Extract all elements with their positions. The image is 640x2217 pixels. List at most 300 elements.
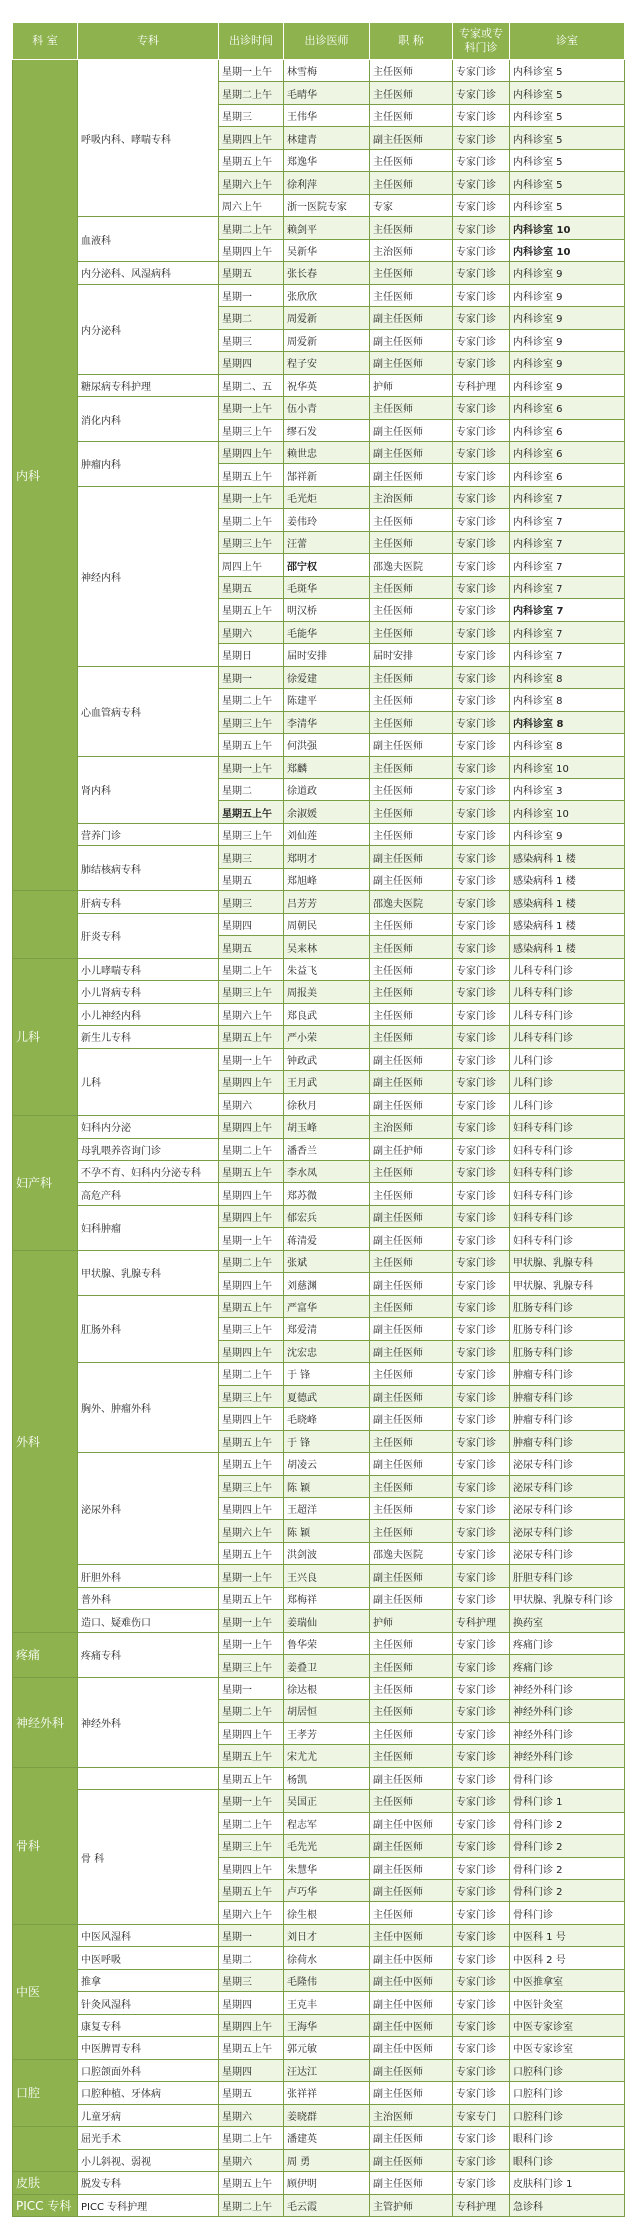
table-row: [13, 1587, 625, 1609]
title-cell: 主任医师: [370, 1183, 453, 1205]
title-cell: 主任中医师: [370, 1924, 453, 1946]
room-cell: 内科诊室 5: [510, 82, 625, 104]
table-row: [13, 756, 625, 778]
specialty-cell: 糖尿病专科护理: [78, 374, 219, 396]
table-row: [13, 1026, 625, 1048]
title-cell: 主任医师: [370, 936, 453, 958]
clinic-type-cell: 专家门诊: [453, 1138, 510, 1160]
time-cell: 星期二上午: [219, 689, 284, 711]
doctor-cell: 周爱新: [284, 307, 370, 329]
room-cell: 口腔科门诊: [510, 2059, 625, 2081]
room-cell: 内科诊室 7: [510, 531, 625, 553]
time-cell: 星期二上午: [219, 1700, 284, 1722]
table-row: [13, 2172, 625, 2194]
clinic-type-cell: 专家门诊: [453, 1722, 510, 1744]
doctor-cell: 钟政武: [284, 1048, 370, 1070]
room-cell: 泌尿专科门诊: [510, 1520, 625, 1542]
title-cell: 副主任医师: [370, 1565, 453, 1587]
title-cell: 邵逸夫医院: [370, 1542, 453, 1564]
clinic-type-cell: 专家门诊: [453, 1969, 510, 1991]
table-row: [13, 1947, 625, 1969]
clinic-type-cell: 专家门诊: [453, 913, 510, 935]
table-row: [13, 846, 625, 868]
clinic-type-cell: 专家门诊: [453, 981, 510, 1003]
specialty-cell: 血液科: [78, 217, 219, 262]
time-cell: 星期五上午: [219, 1295, 284, 1317]
table-row: [13, 1992, 625, 2014]
doctor-cell: 严小荣: [284, 1026, 370, 1048]
clinic-type-cell: 专家门诊: [453, 352, 510, 374]
room-cell: 骨科门诊 2: [510, 1857, 625, 1879]
doctor-cell: 姜瑞仙: [284, 1610, 370, 1632]
doctor-cell: 朱慧华: [284, 1857, 370, 1879]
room-cell: 内科诊室 9: [510, 262, 625, 284]
room-cell: 内科诊室 9: [510, 284, 625, 306]
time-cell: 星期四上午: [219, 1273, 284, 1295]
outpatient-schedule-table: [12, 22, 625, 2217]
title-cell: 副主任医师: [370, 127, 453, 149]
clinic-type-cell: 专家门诊: [453, 1340, 510, 1362]
room-cell: 妇科专科门诊: [510, 1205, 625, 1227]
clinic-type-cell: 专家门诊: [453, 1048, 510, 1070]
room-cell: 急诊科: [510, 2194, 625, 2216]
clinic-type-cell: 专家门诊: [453, 756, 510, 778]
time-cell: 星期四上午: [219, 239, 284, 261]
room-cell: 内科诊室 6: [510, 419, 625, 441]
table-row: [13, 1677, 625, 1699]
clinic-type-cell: 专家门诊: [453, 644, 510, 666]
doctor-cell: 周朝民: [284, 913, 370, 935]
department-cell: [13, 2127, 78, 2172]
room-cell: 皮肤科门诊 1: [510, 2172, 625, 2194]
room-cell: 中医针灸室: [510, 1992, 625, 2014]
department-cell: 外科: [13, 1250, 78, 1632]
clinic-type-cell: 专家门诊: [453, 1745, 510, 1767]
doctor-cell: 吴来林: [284, 936, 370, 958]
clinic-type-cell: 专家门诊: [453, 1632, 510, 1654]
room-cell: 内科诊室 7: [510, 509, 625, 531]
table-row: [13, 217, 625, 239]
time-cell: 周四上午: [219, 554, 284, 576]
time-cell: 星期六上午: [219, 172, 284, 194]
time-cell: 星期二上午: [219, 2194, 284, 2216]
time-cell: 星期四上午: [219, 441, 284, 463]
department-cell: 妇产科: [13, 1116, 78, 1251]
doctor-cell: 王超洋: [284, 1498, 370, 1520]
time-cell: 星期六上午: [219, 1902, 284, 1924]
room-cell: 泌尿专科门诊: [510, 1542, 625, 1564]
clinic-type-cell: 专家门诊: [453, 801, 510, 823]
clinic-type-cell: 专家门诊: [453, 576, 510, 598]
room-cell: 内科诊室 10: [510, 801, 625, 823]
title-cell: 主治医师: [370, 239, 453, 261]
time-cell: 星期五上午: [219, 1026, 284, 1048]
clinic-type-cell: 专家门诊: [453, 2172, 510, 2194]
specialty-cell: 肛肠外科: [78, 1295, 219, 1362]
department-cell: 神经外科: [13, 1677, 78, 1767]
title-cell: 副主任医师: [370, 464, 453, 486]
title-cell: 主任医师: [370, 1160, 453, 1182]
doctor-cell: 李清华: [284, 711, 370, 733]
table-row: [13, 2014, 625, 2036]
doctor-cell: 吴新华: [284, 239, 370, 261]
doctor-cell: 周爱新: [284, 329, 370, 351]
time-cell: 星期一上午: [219, 60, 284, 82]
room-cell: 内科诊室 8: [510, 734, 625, 756]
doctor-cell: 伍小青: [284, 397, 370, 419]
time-cell: 星期五上午: [219, 599, 284, 621]
doctor-cell: 郑苏微: [284, 1183, 370, 1205]
time-cell: 星期四: [219, 352, 284, 374]
title-cell: 主任医师: [370, 1363, 453, 1385]
specialty-cell: 中医呼吸: [78, 1947, 219, 1969]
room-cell: 内科诊室 6: [510, 441, 625, 463]
clinic-type-cell: 专家门诊: [453, 1385, 510, 1407]
table-row: [13, 823, 625, 845]
time-cell: 星期二上午: [219, 1812, 284, 1834]
title-cell: 副主任医师: [370, 329, 453, 351]
doctor-cell: 胡居恒: [284, 1700, 370, 1722]
time-cell: 星期五上午: [219, 1745, 284, 1767]
room-cell: 肛肠专科门诊: [510, 1318, 625, 1340]
doctor-cell: 张欣欣: [284, 284, 370, 306]
clinic-type-cell: 专家门诊: [453, 1250, 510, 1272]
title-cell: 主任医师: [370, 262, 453, 284]
time-cell: 星期四上午: [219, 1183, 284, 1205]
doctor-cell: 徐达根: [284, 1677, 370, 1699]
room-cell: 眼科门诊: [510, 2127, 625, 2149]
title-cell: 主任医师: [370, 104, 453, 126]
clinic-type-cell: 专家门诊: [453, 1542, 510, 1564]
time-cell: 星期三上午: [219, 1318, 284, 1340]
time-cell: 星期一: [219, 284, 284, 306]
table-row: [13, 486, 625, 508]
specialty-cell: 不孕不育、妇科内分泌专科: [78, 1160, 219, 1182]
room-cell: 中医推拿室: [510, 1969, 625, 1991]
clinic-type-cell: 专家门诊: [453, 1520, 510, 1542]
time-cell: 星期二上午: [219, 509, 284, 531]
room-cell: 内科诊室 7: [510, 644, 625, 666]
table-row: [13, 2127, 625, 2149]
time-cell: 星期五: [219, 936, 284, 958]
time-cell: 星期五上午: [219, 464, 284, 486]
room-cell: 神经外科门诊: [510, 1677, 625, 1699]
title-cell: 副主任中医师: [370, 1992, 453, 2014]
time-cell: 星期二: [219, 1947, 284, 1969]
title-cell: 副主任医师: [370, 1318, 453, 1340]
clinic-type-cell: 专家门诊: [453, 1498, 510, 1520]
time-cell: 星期三: [219, 891, 284, 913]
clinic-type-cell: 专家门诊: [453, 1835, 510, 1857]
room-cell: 骨科门诊 2: [510, 1835, 625, 1857]
title-cell: 副主任医师: [370, 352, 453, 374]
time-cell: 星期三上午: [219, 1475, 284, 1497]
title-cell: 护师: [370, 374, 453, 396]
time-cell: 星期五: [219, 262, 284, 284]
doctor-cell: 严富华: [284, 1295, 370, 1317]
clinic-type-cell: 专家门诊: [453, 127, 510, 149]
clinic-type-cell: 专家门诊: [453, 1879, 510, 1901]
room-cell: 骨科门诊 1: [510, 1790, 625, 1812]
room-cell: 内科诊室 7: [510, 621, 625, 643]
time-cell: 星期三上午: [219, 1655, 284, 1677]
clinic-type-cell: 专家门诊: [453, 2082, 510, 2104]
doctor-cell: 郁宏兵: [284, 1205, 370, 1227]
time-cell: 星期四上午: [219, 1071, 284, 1093]
time-cell: 星期二上午: [219, 1363, 284, 1385]
table-row: [13, 1138, 625, 1160]
clinic-type-cell: 专家门诊: [453, 82, 510, 104]
clinic-type-cell: 专家门诊: [453, 217, 510, 239]
clinic-type-cell: 专家门诊: [453, 1857, 510, 1879]
time-cell: 星期四上午: [219, 2014, 284, 2036]
specialty-cell: 小儿哮喘专科: [78, 958, 219, 980]
doctor-cell: 祝华英: [284, 374, 370, 396]
title-cell: 副主任医师: [370, 2082, 453, 2104]
room-cell: 泌尿专科门诊: [510, 1498, 625, 1520]
table-row: [13, 1610, 625, 1632]
time-cell: 星期一: [219, 1924, 284, 1946]
doctor-cell: 潘香兰: [284, 1138, 370, 1160]
time-cell: 星期三上午: [219, 711, 284, 733]
specialty-cell: 内分泌科、风湿病科: [78, 262, 219, 284]
title-cell: 邵逸夫医院: [370, 554, 453, 576]
doctor-cell: 胡玉峰: [284, 1116, 370, 1138]
time-cell: 星期一上午: [219, 1610, 284, 1632]
time-cell: 星期四上午: [219, 127, 284, 149]
clinic-type-cell: 专家门诊: [453, 621, 510, 643]
time-cell: 星期四: [219, 1992, 284, 2014]
room-cell: 内科诊室 6: [510, 397, 625, 419]
clinic-type-cell: 专科护理: [453, 1610, 510, 1632]
room-cell: 内科诊室 5: [510, 172, 625, 194]
title-cell: 主任医师: [370, 1475, 453, 1497]
title-cell: 副主任中医师: [370, 1969, 453, 1991]
specialty-cell: 肺结核病专科: [78, 846, 219, 891]
clinic-type-cell: 专家门诊: [453, 1655, 510, 1677]
clinic-type-cell: 专科护理: [453, 374, 510, 396]
table-row: [13, 1003, 625, 1025]
clinic-type-cell: 专家门诊: [453, 60, 510, 82]
specialty-cell: 母乳喂养咨询门诊: [78, 1138, 219, 1160]
specialty-cell: 普外科: [78, 1587, 219, 1609]
title-cell: 主任医师: [370, 779, 453, 801]
specialty-cell: 肝胆外科: [78, 1565, 219, 1587]
doctor-cell: 徐秋月: [284, 1093, 370, 1115]
title-cell: 主任医师: [370, 1295, 453, 1317]
time-cell: 星期四上午: [219, 1340, 284, 1362]
clinic-type-cell: 专家门诊: [453, 1902, 510, 1924]
clinic-type-cell: 专家门诊: [453, 419, 510, 441]
clinic-type-cell: 专家门诊: [453, 779, 510, 801]
time-cell: 星期二、五: [219, 374, 284, 396]
doctor-cell: 蒋清爱: [284, 1228, 370, 1250]
specialty-cell: 推拿: [78, 1969, 219, 1991]
doctor-cell: 宋尤尤: [284, 1745, 370, 1767]
clinic-type-cell: 专家门诊: [453, 1475, 510, 1497]
time-cell: 星期三上午: [219, 1385, 284, 1407]
title-cell: 副主任医师: [370, 1587, 453, 1609]
doctor-cell: 林建青: [284, 127, 370, 149]
title-cell: 主任医师: [370, 1700, 453, 1722]
title-cell: 副主任医师: [370, 1453, 453, 1475]
room-cell: 中医科 1 号: [510, 1924, 625, 1946]
doctor-cell: 王海华: [284, 2014, 370, 2036]
clinic-type-cell: 专家门诊: [453, 307, 510, 329]
specialty-cell: 康复专科: [78, 2014, 219, 2036]
table-row: [13, 666, 625, 688]
time-cell: 星期五: [219, 2082, 284, 2104]
time-cell: 星期二上午: [219, 1250, 284, 1272]
room-cell: 内科诊室 5: [510, 104, 625, 126]
title-cell: 主任医师: [370, 981, 453, 1003]
time-cell: 星期五上午: [219, 1767, 284, 1789]
time-cell: 星期六上午: [219, 1003, 284, 1025]
clinic-type-cell: 专家门诊: [453, 172, 510, 194]
title-cell: 副主任医师: [370, 2172, 453, 2194]
time-cell: 星期三: [219, 846, 284, 868]
time-cell: 星期五上午: [219, 149, 284, 171]
room-cell: 内科诊室 8: [510, 711, 625, 733]
clinic-type-cell: 专家门诊: [453, 554, 510, 576]
specialty-cell: 营养门诊: [78, 823, 219, 845]
doctor-cell: 胡凌云: [284, 1453, 370, 1475]
time-cell: 星期四: [219, 2059, 284, 2081]
title-cell: 副主任医师: [370, 441, 453, 463]
title-cell: 主管护师: [370, 2194, 453, 2216]
department-cell: 儿科: [13, 958, 78, 1115]
title-cell: 主任医师: [370, 284, 453, 306]
table-row: [13, 1048, 625, 1070]
time-cell: 星期二上午: [219, 2127, 284, 2149]
doctor-cell: 郑爱清: [284, 1318, 370, 1340]
time-cell: 星期四上午: [219, 1857, 284, 1879]
time-cell: 星期一上午: [219, 397, 284, 419]
doctor-cell: 林雪梅: [284, 60, 370, 82]
clinic-type-cell: 专家门诊: [453, 262, 510, 284]
title-cell: 主任医师: [370, 60, 453, 82]
table-row: [13, 1295, 625, 1317]
time-cell: 星期五: [219, 576, 284, 598]
time-cell: 星期一: [219, 1677, 284, 1699]
room-cell: 甲状腺、乳腺专科门诊: [510, 1587, 625, 1609]
table-row: [13, 284, 625, 306]
doctor-cell: 毛先光: [284, 1835, 370, 1857]
title-cell: 副主任医师: [370, 1205, 453, 1227]
table-row: [13, 2194, 625, 2216]
room-cell: 内科诊室 5: [510, 149, 625, 171]
title-cell: 主任医师: [370, 531, 453, 553]
specialty-cell: 肿瘤内科: [78, 441, 219, 486]
department-cell: 内科: [13, 60, 78, 891]
specialty-cell: 小儿神经内科: [78, 1003, 219, 1025]
doctor-cell: 郑良武: [284, 1003, 370, 1025]
table-row: [13, 981, 625, 1003]
room-cell: 骨科门诊 2: [510, 1879, 625, 1901]
table-row: [13, 1767, 625, 1789]
time-cell: 星期五上午: [219, 801, 284, 823]
table-row: [13, 2104, 625, 2126]
header-time: 出诊时间: [219, 23, 284, 60]
clinic-type-cell: 专家门诊: [453, 149, 510, 171]
room-cell: 感染病科 1 楼: [510, 913, 625, 935]
room-cell: 肛肠专科门诊: [510, 1295, 625, 1317]
time-cell: 星期六: [219, 621, 284, 643]
title-cell: 专家: [370, 194, 453, 216]
title-cell: 副主任医师: [370, 1385, 453, 1407]
title-cell: 副主任医师: [370, 1048, 453, 1070]
clinic-type-cell: 专家门诊: [453, 823, 510, 845]
title-cell: 主任医师: [370, 576, 453, 598]
specialty-cell: 针灸风湿科: [78, 1992, 219, 2014]
room-cell: 儿科专科门诊: [510, 981, 625, 1003]
department-cell: 疼痛: [13, 1632, 78, 1677]
table-row: [13, 60, 625, 82]
doctor-cell: 汪达江: [284, 2059, 370, 2081]
time-cell: 星期五上午: [219, 1453, 284, 1475]
time-cell: 星期三上午: [219, 981, 284, 1003]
doctor-cell: 鲁华荣: [284, 1632, 370, 1654]
table-row: [13, 1205, 625, 1227]
time-cell: 星期四上午: [219, 1408, 284, 1430]
clinic-type-cell: 专家门诊: [453, 2037, 510, 2059]
specialty-cell: [78, 1767, 219, 1789]
time-cell: 星期二上午: [219, 1138, 284, 1160]
time-cell: 星期五上午: [219, 2172, 284, 2194]
clinic-type-cell: 专家门诊: [453, 734, 510, 756]
room-cell: 内科诊室 7: [510, 486, 625, 508]
time-cell: 星期六上午: [219, 1520, 284, 1542]
clinic-type-cell: 专家门诊: [453, 1026, 510, 1048]
doctor-cell: 姜伟玲: [284, 509, 370, 531]
time-cell: 星期四上午: [219, 1722, 284, 1744]
doctor-cell: 陈 颖: [284, 1520, 370, 1542]
title-cell: 主任医师: [370, 823, 453, 845]
room-cell: 儿科专科门诊: [510, 1026, 625, 1048]
title-cell: 主任医师: [370, 958, 453, 980]
clinic-type-cell: 专家门诊: [453, 2059, 510, 2081]
title-cell: 副主任医师: [370, 1340, 453, 1362]
room-cell: 妇科专科门诊: [510, 1138, 625, 1160]
time-cell: 星期一上午: [219, 756, 284, 778]
title-cell: 主任医师: [370, 149, 453, 171]
room-cell: 中医科 2 号: [510, 1947, 625, 1969]
title-cell: 副主任医师: [370, 1767, 453, 1789]
doctor-cell: 吴国正: [284, 1790, 370, 1812]
room-cell: 中医专家诊室: [510, 2014, 625, 2036]
title-cell: 主任医师: [370, 509, 453, 531]
clinic-type-cell: 专家门诊: [453, 1677, 510, 1699]
clinic-type-cell: 专家专门: [453, 2104, 510, 2126]
room-cell: 儿科专科门诊: [510, 958, 625, 980]
clinic-type-cell: 专家门诊: [453, 868, 510, 890]
clinic-type-cell: 专家门诊: [453, 284, 510, 306]
doctor-cell: 浙一医院专家: [284, 194, 370, 216]
time-cell: 星期一上午: [219, 1790, 284, 1812]
specialty-cell: 胸外、肿瘤外科: [78, 1363, 219, 1453]
room-cell: 内科诊室 9: [510, 329, 625, 351]
clinic-type-cell: 专家门诊: [453, 1093, 510, 1115]
doctor-cell: 毛云霞: [284, 2194, 370, 2216]
specialty-cell: 高危产科: [78, 1183, 219, 1205]
doctor-cell: 潘建英: [284, 2127, 370, 2149]
title-cell: 主治医师: [370, 486, 453, 508]
room-cell: 骨科门诊: [510, 1767, 625, 1789]
room-cell: 内科诊室 10: [510, 239, 625, 261]
clinic-type-cell: 专家门诊: [453, 441, 510, 463]
clinic-type-cell: 专家门诊: [453, 1116, 510, 1138]
title-cell: 主任医师: [370, 1790, 453, 1812]
